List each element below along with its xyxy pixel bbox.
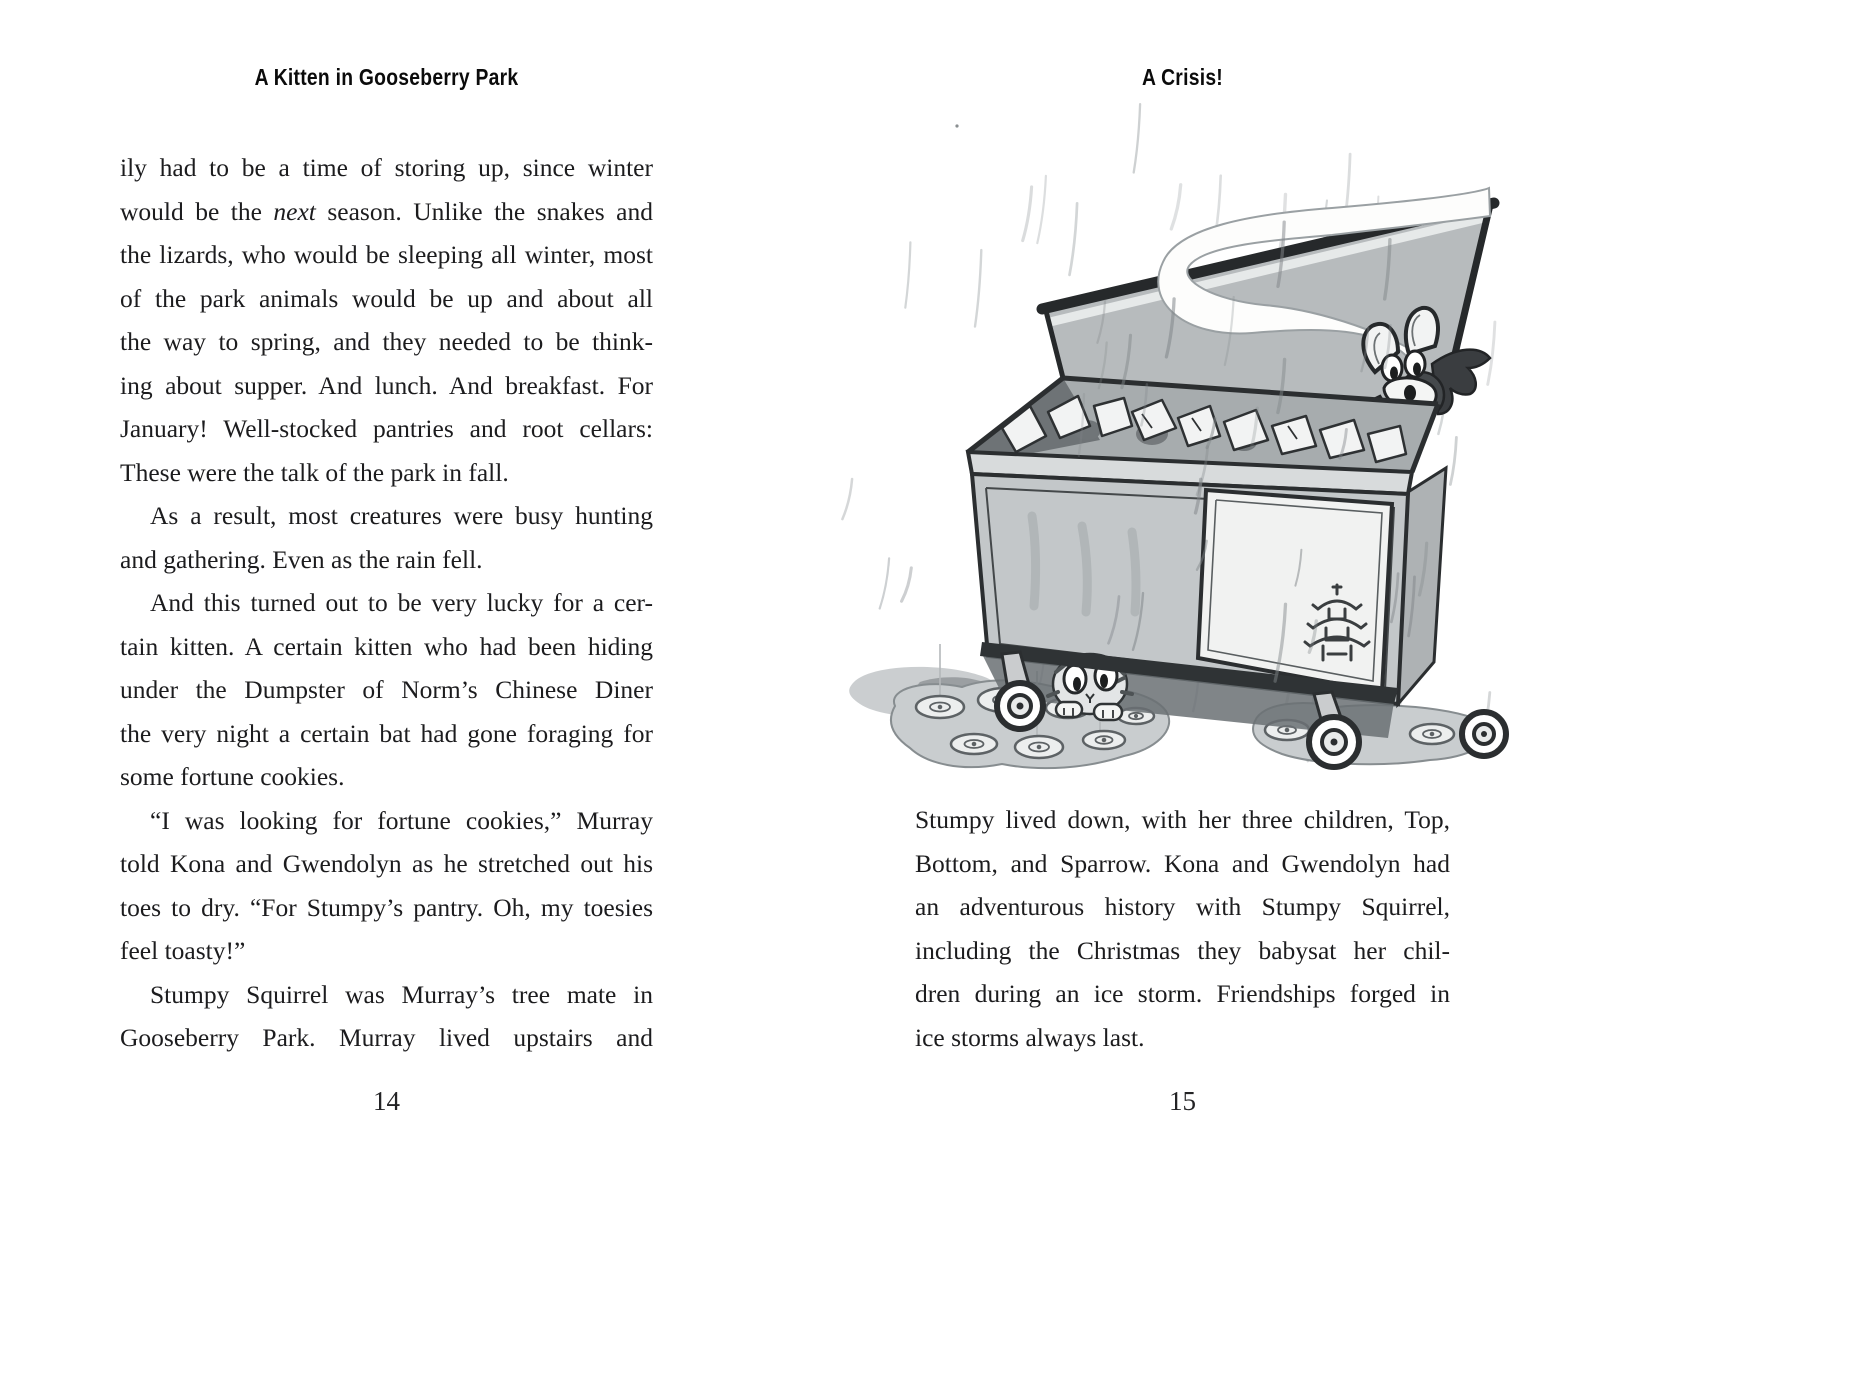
text-line [915,1016,1450,1060]
text-line [120,320,653,364]
text-line [120,1016,653,1060]
text-line [120,581,653,625]
text-line [120,625,653,669]
left-page-number: 14 [373,1086,400,1116]
rain-streak [1450,437,1456,484]
text-segment: And this turned out to be very lucky for a cer- [150,588,653,617]
text-line [120,973,653,1017]
text-line [120,668,653,712]
text-segment: Gooseberry Park. Murray lived upstairs and [120,1023,653,1052]
rain-streak [905,242,910,307]
text-line [120,277,653,321]
text-segment: season. Unlike the snakes and [315,196,653,226]
text-line [120,929,653,973]
right-running-head: A Crisis! [1141,64,1224,90]
text-segment: dren during an ice storm. Friendships forged in [915,979,1450,1008]
text-line [120,451,653,495]
text-segment: toes to dry. “For Stumpy’s pantry. Oh, my toesies [120,892,653,922]
text-segment: the way to spring, and they needed to be think- [120,327,653,356]
text-segment: January! Well-stocked pantries and root cellars: [120,414,653,443]
right-page-number: 15 [1169,1086,1196,1116]
text-line [120,799,653,843]
text-segment: Bottom, and Sparrow. Kona and Gwendolyn had [915,848,1450,878]
rain-streak [1171,185,1180,229]
text-segment: told Kona and Gwendolyn as he stretched out his [120,849,653,878]
rain-streak [975,250,981,326]
wheel-far-right [1462,712,1506,756]
text-line [120,233,653,277]
dumpster-illustration [832,96,1516,796]
text-segment: ice storms always last. [915,1022,1145,1052]
text-segment: would be the [120,196,274,226]
text-segment: feel toasty!” [120,936,246,965]
text-line [120,886,653,930]
rain-streak [880,558,889,608]
text-line [915,885,1450,929]
text-line [120,407,653,451]
text-segment: under the Dumpster of Norm’s Chinese Diner [120,675,653,704]
left-body-text [120,146,653,1060]
text-line [120,755,653,799]
text-line [915,798,1450,842]
text-segment: “I was looking for fortune cookies,” Murray [150,805,653,835]
rain-streak [842,479,852,519]
text-line [120,712,653,756]
left-running-head: A Kitten in Gooseberry Park [254,64,519,90]
text-line [120,146,653,190]
dumpster-door [1198,490,1392,692]
text-segment: the very night a certain bat had gone foraging for [120,718,653,748]
text-segment: These were the talk of the park in fall. [120,457,509,487]
text-segment: As a result, most creatures were busy hunting [150,501,653,530]
text-line [120,494,653,538]
text-segment: ily had to be a time of storing up, since winter [120,153,653,182]
italic-text: next [273,196,316,226]
text-line [915,972,1450,1016]
wheel-right [1309,717,1359,767]
rain-streak [1070,203,1078,275]
rain-streak [1488,322,1495,384]
text-segment: an adventurous history with Stumpy Squirrel, [915,892,1450,921]
rain-streak [1037,176,1046,243]
text-segment: and gathering. Even as the rain fell. [120,544,483,574]
rain-streak [1023,187,1032,241]
text-line [120,190,653,234]
text-segment: ing about supper. And lunch. And breakfast. For [120,370,653,400]
text-segment: of the park animals would be up and about all [120,283,653,313]
text-line [120,538,653,582]
text-segment: Stumpy Squirrel was Murray’s tree mate in [150,979,653,1009]
text-segment: tain kitten. A certain kitten who had been hiding [120,631,653,661]
text-line [915,929,1450,973]
text-segment: the lizards, who would be sleeping all winter, most [120,240,653,269]
right-body-text [915,798,1450,1059]
wheel-left [997,683,1043,729]
dumpster [968,188,1494,738]
rain-speck [955,124,958,127]
text-segment: some fortune cookies. [120,762,345,791]
text-line [120,842,653,886]
text-line [120,364,653,408]
text-line [915,842,1450,886]
text-segment: including the Christmas they babysat her chil- [915,935,1450,965]
rain-streak [902,568,912,601]
rain-streak [1134,104,1140,172]
text-segment: Stumpy lived down, with her three children, Top, [915,805,1450,834]
